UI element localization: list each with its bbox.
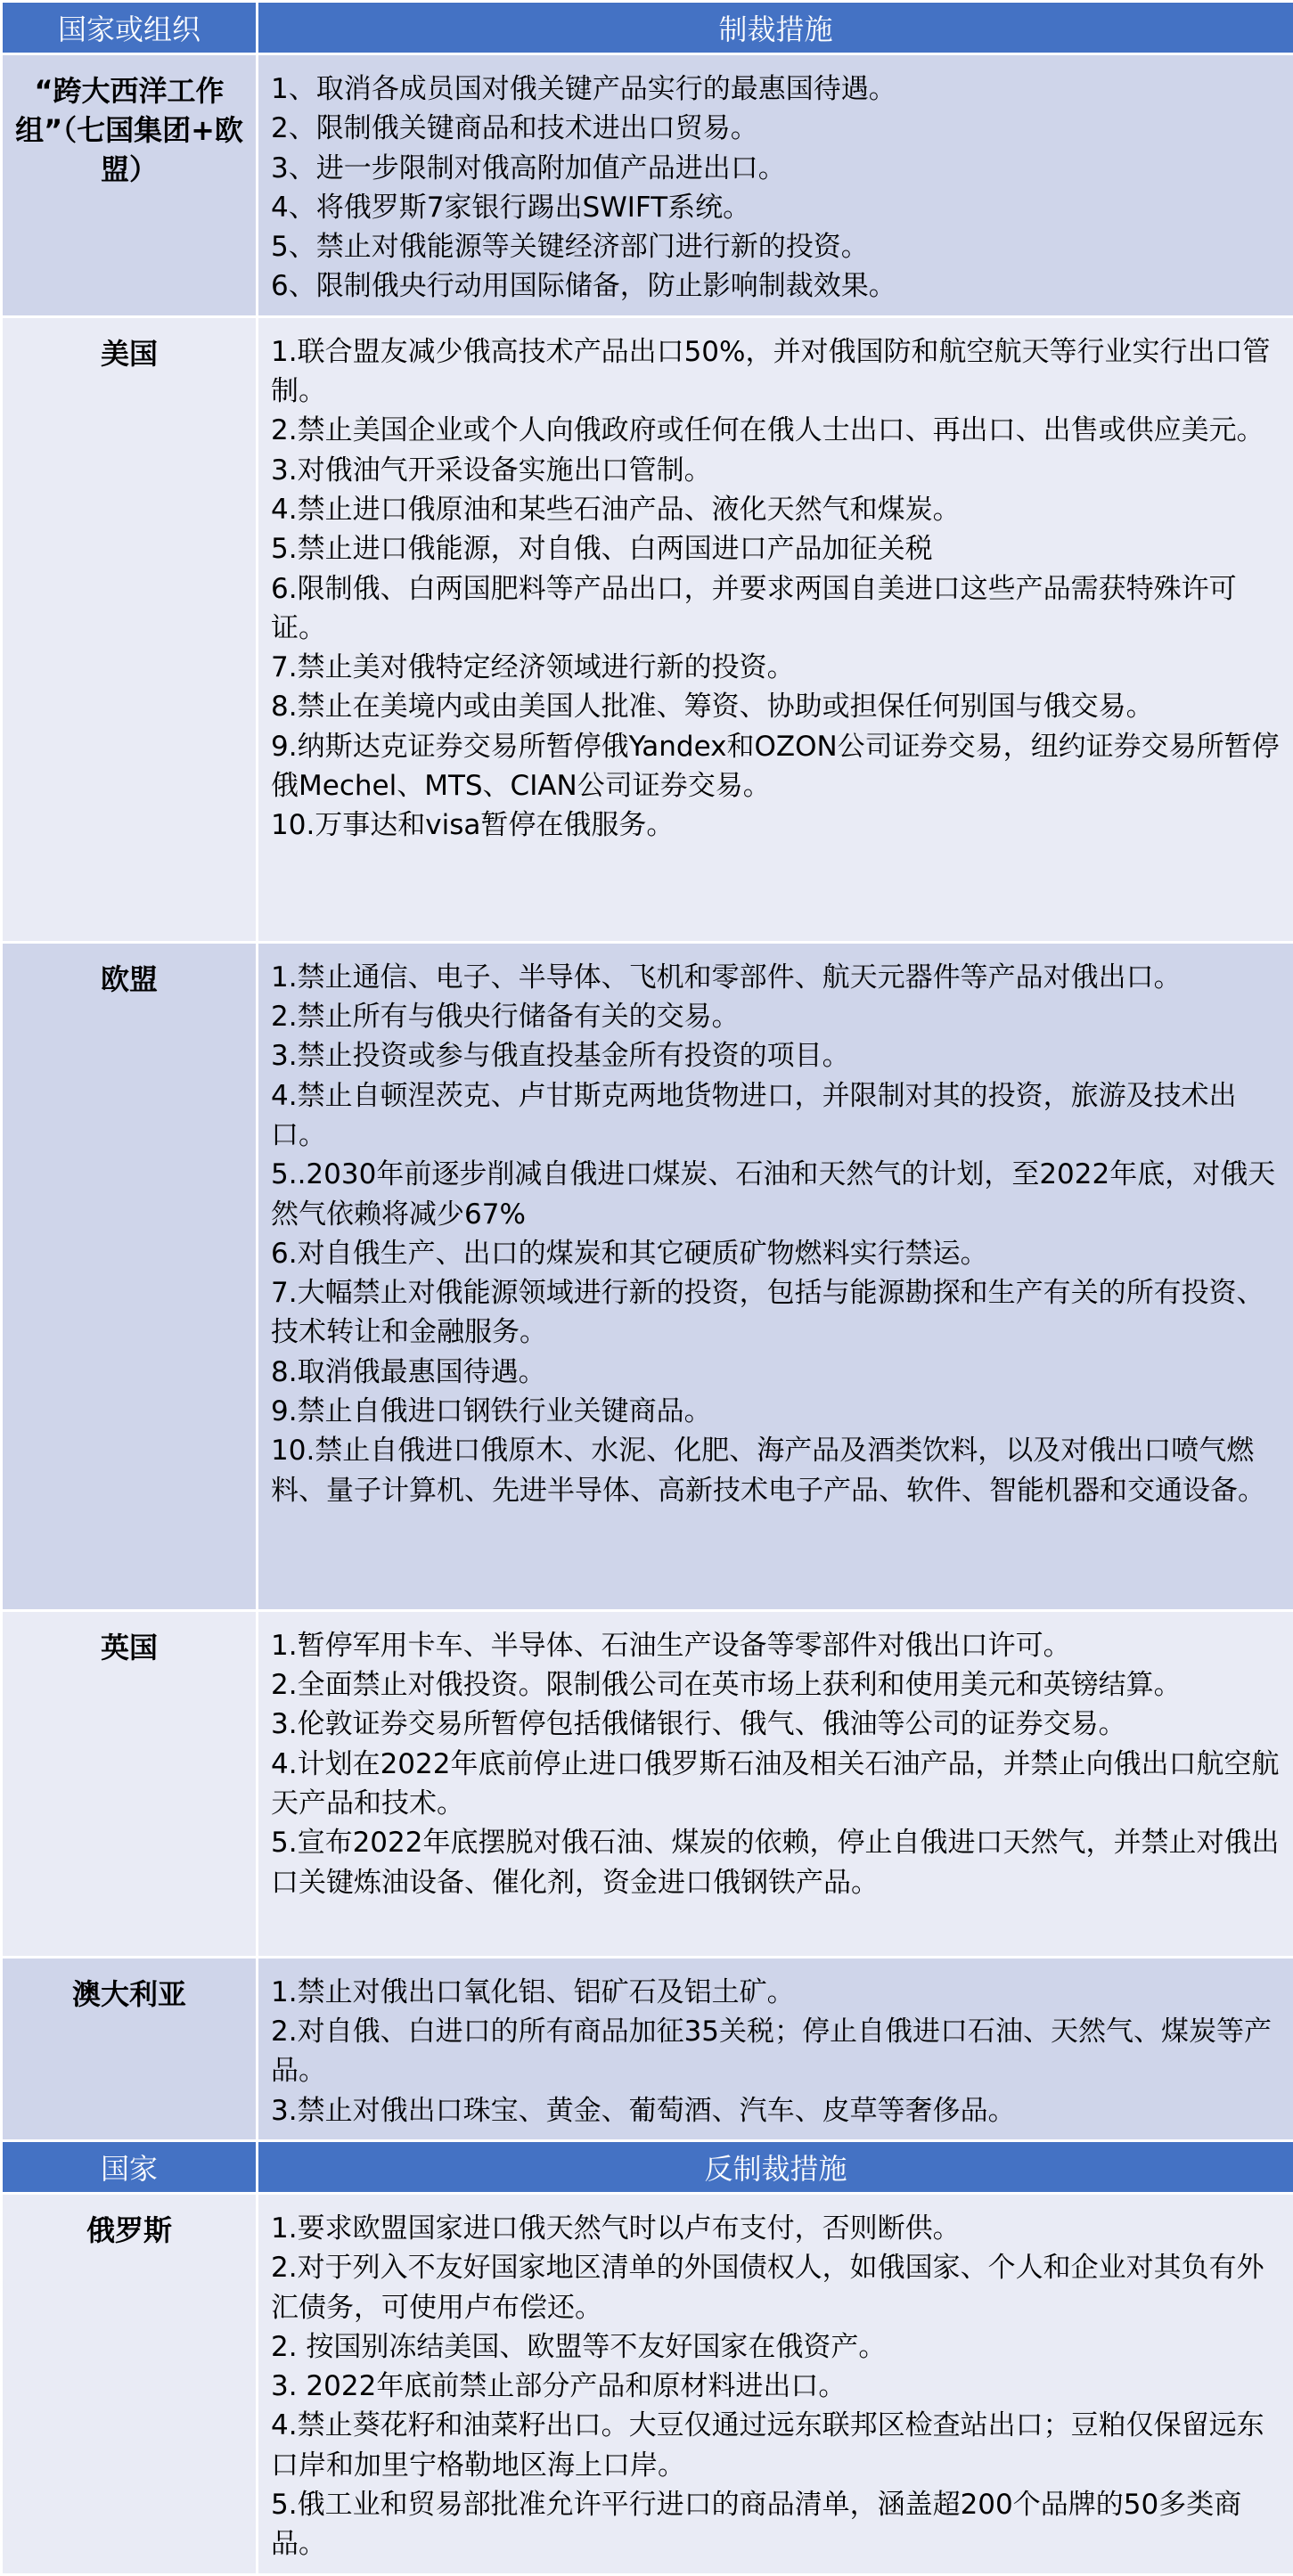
measure-item: 1、取消各成员国对俄关键产品实行的最惠国待遇。 (271, 70, 1288, 109)
measure-item: 2. 按国别冻结美国、欧盟等不友好国家在俄资产。 (271, 2327, 1288, 2367)
measure-item: 6.限制俄、白两国肥料等产品出口，并要求两国自美进口这些产品需获特殊许可证。 (271, 569, 1288, 649)
measure-item: 2.全面禁止对俄投资。限制俄公司在英市场上获利和使用美元和英镑结算。 (271, 1665, 1288, 1705)
header-country-or-org: 国家或组织 (2, 2, 258, 54)
measure-item: 4、将俄罗斯7家银行踢出SWIFT系统。 (271, 188, 1288, 227)
row-transatlantic-task-force (2, 54, 1293, 317)
measure-item: 1.禁止通信、电子、半导体、飞机和零部件、航天元器件等产品对俄出口。 (271, 958, 1288, 997)
measure-item: 2.对自俄、白进口的所有商品加征35关税；停止自俄进口石油、天然气、煤炭等产品。 (271, 2012, 1288, 2091)
row-eu (2, 942, 1293, 1610)
measure-item: 9.禁止自俄进口钢铁行业关键商品。 (271, 1392, 1288, 1431)
country-cell: 欧盟 (2, 942, 258, 1610)
measure-item: 3.禁止对俄出口珠宝、黄金、葡萄酒、汽车、皮草等奢侈品。 (271, 2091, 1288, 2130)
country-cell: 美国 (2, 316, 258, 942)
measures-cell (258, 942, 1293, 1610)
measure-item: 10.万事达和visa暂停在俄服务。 (271, 806, 1288, 845)
row-uk (2, 1610, 1293, 1957)
measure-item: 4.禁止自顿涅茨克、卢甘斯克两地货物进口，并限制对其的投资，旅游及技术出口。 (271, 1076, 1288, 1156)
measure-item: 4.禁止葵花籽和油菜籽出口。大豆仅通过远东联邦区检查站出口；豆粕仅保留远东口岸和加里宁格勒地区海上口岸。 (271, 2406, 1288, 2485)
row-usa (2, 316, 1293, 942)
measure-item: 3、进一步限制对俄高附加值产品进出口。 (271, 149, 1288, 188)
row-australia (2, 1957, 1293, 2140)
measure-item: 7.禁止美对俄特定经济领域进行新的投资。 (271, 648, 1288, 687)
measure-item: 2.禁止所有与俄央行储备有关的交易。 (271, 997, 1288, 1036)
measure-item: 3.对俄油气开采设备实施出口管制。 (271, 451, 1288, 490)
measure-item: 2、限制俄关键商品和技术进出口贸易。 (271, 109, 1288, 148)
measure-item: 6、限制俄央行动用国际储备，防止影响制裁效果。 (271, 266, 1288, 306)
measure-item: 10.禁止自俄进口俄原木、水泥、化肥、海产品及酒类饮料，以及对俄出口喷气燃料、量子计算机、先进半导体、高新技术电子产品、软件、智能机器和交通设备。 (271, 1431, 1288, 1510)
measure-item: 5.禁止进口俄能源，对自俄、白两国进口产品加征关税 (271, 529, 1288, 568)
measure-item: 5.俄工业和贸易部批准允许平行进口的商品清单，涵盖超200个品牌的50多类商品。 (271, 2485, 1288, 2564)
measure-item: 1.联合盟友减少俄高技术产品出口50%，并对俄国防和航空航天等行业实行出口管制。 (271, 332, 1288, 412)
measure-item: 9.纳斯达克证券交易所暂停俄Yandex和OZON公司证券交易，纽约证券交易所暂停俄Mechel、MTS、CIAN公司证券交易。 (271, 727, 1288, 806)
country-cell: 澳大利亚 (2, 1957, 258, 2140)
header-counter-measures: 反制裁措施 (258, 2140, 1293, 2193)
measures-cell (258, 2193, 1293, 2574)
country-cell: 俄罗斯 (2, 2193, 258, 2574)
measures-cell (258, 316, 1293, 942)
measures-cell (258, 1610, 1293, 1957)
measure-item: 2.禁止美国企业或个人向俄政府或任何在俄人士出口、再出口、出售或供应美元。 (271, 411, 1288, 450)
measure-item: 4.禁止进口俄原油和某些石油产品、液化天然气和煤炭。 (271, 490, 1288, 529)
measure-item: 5、禁止对俄能源等关键经济部门进行新的投资。 (271, 227, 1288, 266)
measure-item: 3.伦敦证券交易所暂停包括俄储银行、俄气、俄油等公司的证券交易。 (271, 1705, 1288, 1744)
measure-item: 8.禁止在美境内或由美国人批准、筹资、协助或担保任何别国与俄交易。 (271, 687, 1288, 726)
measure-item: 1.要求欧盟国家进口俄天然气时以卢布支付，否则断供。 (271, 2209, 1288, 2248)
measure-item: 1.暂停军用卡车、半导体、石油生产设备等零部件对俄出口许可。 (271, 1626, 1288, 1665)
row-russia (2, 2193, 1293, 2574)
header-country: 国家 (2, 2140, 258, 2193)
measure-item: 3.禁止投资或参与俄直投基金所有投资的项目。 (271, 1036, 1288, 1075)
measure-item: 5..2030年前逐步削减自俄进口煤炭、石油和天然气的计划，至2022年底，对俄天然气依赖将减少67% (271, 1155, 1288, 1234)
country-cell: “跨大西洋工作组”（七国集团+欧盟） (2, 54, 258, 317)
measure-item: 8.取消俄最惠国待遇。 (271, 1353, 1288, 1392)
measure-item: 7.大幅禁止对俄能源领域进行新的投资，包括与能源勘探和生产有关的所有投资、技术转让和金融服务。 (271, 1273, 1288, 1353)
measure-item: 2.对于列入不友好国家地区清单的外国债权人，如俄国家、个人和企业对其负有外汇债务，可使用卢布偿还。 (271, 2248, 1288, 2327)
measure-item: 5.宣布2022年底摆脱对俄石油、煤炭的依赖，停止自俄进口天然气，并禁止对俄出口关键炼油设备、催化剂，资金进口俄钢铁产品。 (271, 1823, 1288, 1902)
table-header-row (2, 2, 1293, 54)
country-cell: 英国 (2, 1610, 258, 1957)
measure-item: 6.对自俄生产、出口的煤炭和其它硬质矿物燃料实行禁运。 (271, 1234, 1288, 1273)
measures-cell (258, 54, 1293, 317)
measure-item: 3. 2022年底前禁止部分产品和原材料进出口。 (271, 2367, 1288, 2406)
measure-item: 1.禁止对俄出口氧化铝、铝矿石及铝土矿。 (271, 1973, 1288, 2012)
measures-cell (258, 1957, 1293, 2140)
counter-sanctions-header-row (2, 2140, 1293, 2193)
measure-item: 4.计划在2022年底前停止进口俄罗斯石油及相关石油产品，并禁止向俄出口航空航天产品和技术。 (271, 1745, 1288, 1824)
header-sanction-measures: 制裁措施 (258, 2, 1293, 54)
